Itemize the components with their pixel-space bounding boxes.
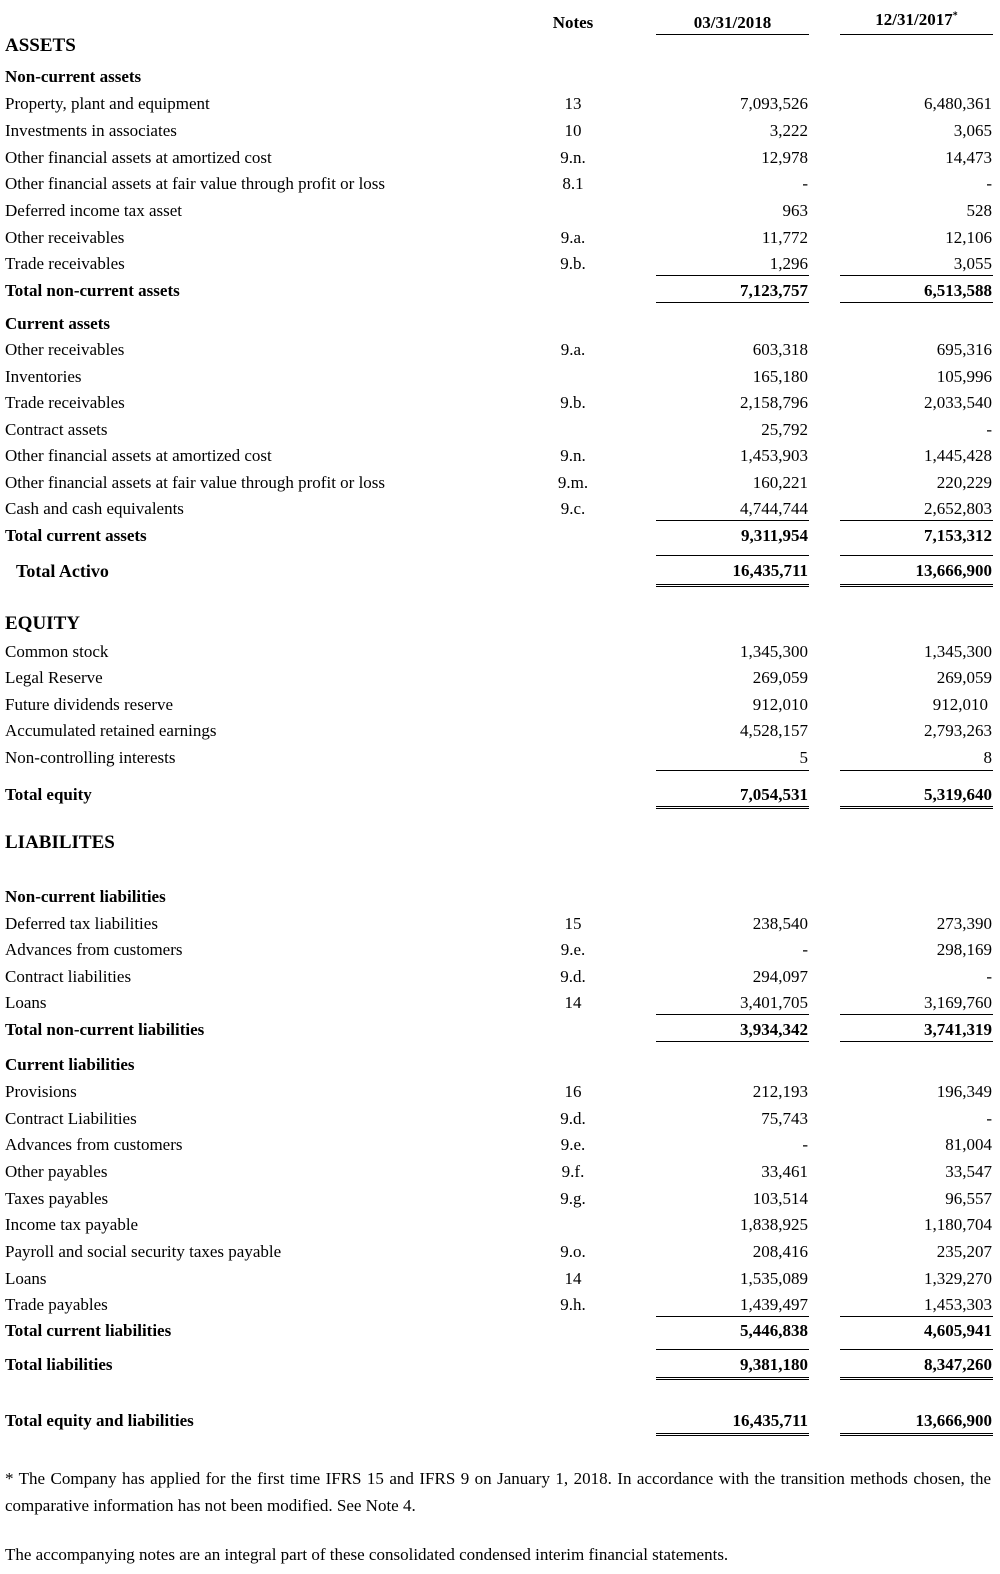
total-current-assets-2018: 9,311,954 [740,526,808,545]
table-row-label: Common stock [5,642,109,661]
table-row-value-2018: 1,453,903 [740,446,808,465]
table-row-label: Advances from customers [5,940,183,959]
total-equity-2018: 7,054,531 [740,785,808,804]
total-rule [656,1349,809,1350]
table-row-value-2018: 1,535,089 [740,1269,808,1288]
table-row-label: Other receivables [5,340,125,359]
current-assets-title: Current assets [5,314,110,333]
table-row-value-2018: 238,540 [752,914,808,933]
grand-total-double-rule [840,584,993,587]
table-row-value-2017: 81,004 [945,1135,992,1154]
table-row-value-2017: - [986,174,992,193]
table-row-note: 9.o. [560,1242,586,1261]
subtotal-rule [840,770,993,771]
liabilities-title: LIABILITES [5,832,115,853]
total-equity-and-liabilities-2017: 13,666,900 [915,1411,992,1430]
table-row-value-2017: 220,229 [936,473,992,492]
table-row-value-2017: 912,010 [932,695,988,714]
table-row-note: 9.g. [560,1189,586,1208]
col2-header-underline [840,34,993,35]
table-row-note: 9.n. [560,148,586,167]
table-row-value-2017: 14,473 [945,148,992,167]
grand-total-double-rule [656,584,809,587]
total-non-current-liabilities-2018: 3,934,342 [740,1020,808,1039]
total-rule [840,555,993,556]
total-equity-and-liabilities-2018: 16,435,711 [732,1411,808,1430]
total-non-current-assets-2017: 6,513,588 [924,281,992,300]
table-row-note: 14 [564,993,582,1012]
table-row-value-2018: 2,158,796 [740,393,808,412]
table-row-value-2018: 212,193 [752,1082,808,1101]
subtotal-rule [840,1316,993,1317]
table-row-label: Contract liabilities [5,967,132,986]
table-row-note: 9.e. [560,940,586,959]
total-current-liabilities-2017: 4,605,941 [924,1321,992,1340]
table-row-note: 9.d. [560,967,586,986]
grand-total-double-rule [656,1433,809,1436]
table-row-label: Contract assets [5,420,108,439]
table-row-value-2017: 298,169 [936,940,992,959]
total-assets-2017: 13,666,900 [915,561,992,580]
table-row-note: 9.a. [560,228,586,247]
table-row-value-2017: 105,996 [936,367,992,386]
total-liabilities-2017: 8,347,260 [924,1355,992,1374]
ifrs-footnote: * The Company has applied for the first time IFRS 15 and IFRS 9 on January 1, 2018. In accordance with the transition methods chosen, the comparative information has not been modified. See Note 4. [5,1469,991,1515]
table-row-label: Income tax payable [5,1215,139,1234]
table-row-value-2017: 3,055 [953,254,992,273]
grand-total-double-rule [840,1433,993,1436]
total-current-liabilities-2018: 5,446,838 [740,1321,808,1340]
table-row-label: Other financial assets at amortized cost [5,446,272,465]
table-row-value-2018: 3,401,705 [740,993,808,1012]
col2-asterisk: * [952,10,958,22]
table-row-note: 9.e. [560,1135,586,1154]
table-row-label: Investments in associates [5,121,177,140]
table-row-value-2017: 96,557 [945,1189,992,1208]
table-row-value-2018: 25,792 [761,420,808,439]
table-row-note: 14 [564,1269,582,1288]
table-row-value-2018: 1,838,925 [740,1215,808,1234]
table-row-label: Other receivables [5,228,125,247]
table-row-note: 9.c. [560,499,586,518]
total-liabilities-2018: 9,381,180 [740,1355,808,1374]
subtotal-rule [840,1014,993,1015]
table-row-note: 9.f. [561,1162,585,1181]
table-row-label: Property, plant and equipment [5,94,210,113]
table-row-label: Contract Liabilities [5,1109,137,1128]
table-row-note: 9.m. [557,473,589,492]
table-row-value-2018: 5 [799,748,808,767]
table-row-value-2017: 2,793,263 [924,721,992,740]
table-row-value-2018: 912,010 [752,695,808,714]
table-row-value-2017: - [986,1109,992,1128]
table-row-label: Trade receivables [5,393,125,412]
table-row-label: Payroll and social security taxes payable [5,1242,282,1261]
table-row-value-2017: 33,547 [945,1162,992,1181]
table-row-value-2018: 294,097 [752,967,808,986]
total-non-current-liabilities-2017: 3,741,319 [924,1020,992,1039]
total-rule [840,1041,993,1042]
table-row-label: Legal Reserve [5,668,103,687]
table-row-label: Cash and cash equivalents [5,499,184,518]
table-row-value-2017: 2,033,540 [924,393,992,412]
subtotal-rule [656,770,809,771]
table-row-value-2017: 273,390 [936,914,992,933]
subtotal-rule [840,520,993,521]
subtotal-rule [656,520,809,521]
table-row-value-2018: 165,180 [752,367,808,386]
table-row-label: Deferred income tax asset [5,201,182,220]
table-row-note: 16 [564,1082,582,1101]
table-row-label: Other payables [5,1162,108,1181]
non-current-liabilities-title: Non-current liabilities [5,887,166,906]
table-row-note: 10 [564,121,582,140]
table-row-value-2018: - [802,174,808,193]
table-row-value-2018: 33,461 [761,1162,808,1181]
table-row-value-2018: 1,296 [769,254,808,273]
table-row-note: 8.1 [562,174,584,193]
table-row-value-2017: 235,207 [936,1242,992,1261]
table-row-note: 9.b. [560,254,586,273]
table-row-value-2017: 8 [983,748,992,767]
total-double-rule [656,806,809,809]
table-row-label: Deferred tax liabilities [5,914,158,933]
table-row-note: 9.n. [560,446,586,465]
non-current-assets-title: Non-current assets [5,67,142,86]
table-row-label: Trade receivables [5,254,125,273]
table-row-label: Advances from customers [5,1135,183,1154]
total-assets-label: Total Activo [16,561,109,581]
col2-header [840,11,993,28]
current-liabilities-title: Current liabilities [5,1055,135,1074]
table-row-value-2017: - [986,967,992,986]
table-row-value-2018: - [802,940,808,959]
table-row-label: Other financial assets at fair value through profit or loss [5,473,386,492]
table-row-label: Accumulated retained earnings [5,721,217,740]
table-row-note: 9.a. [560,340,586,359]
table-row-value-2017: 695,316 [936,340,992,359]
total-equity-2017: 5,319,640 [924,785,992,804]
total-current-assets-2017: 7,153,312 [924,526,992,545]
total-liabilities-label: Total liabilities [5,1355,113,1374]
table-row-label: Other financial assets at amortized cost [5,148,272,167]
table-row-label: Inventories [5,367,82,386]
total-non-current-assets-2018: 7,123,757 [740,281,808,300]
total-assets-2018: 16,435,711 [732,561,808,580]
table-row-value-2017: 1,453,303 [924,1295,992,1314]
table-row-value-2018: - [802,1135,808,1154]
table-row-value-2017: - [986,420,992,439]
col2-date: 12/31/2017 [875,10,953,29]
table-row-value-2017: 1,445,428 [924,446,992,465]
assets-title: ASSETS [5,35,76,56]
table-row-note: 15 [564,914,582,933]
table-row-value-2017: 6,480,361 [924,94,992,113]
table-row-label: Loans [5,1269,47,1288]
table-row-note: 9.d. [560,1109,586,1128]
table-row-value-2017: 12,106 [945,228,992,247]
table-row-label: Taxes payables [5,1189,109,1208]
table-row-label: Loans [5,993,47,1012]
table-row-value-2018: 4,528,157 [740,721,808,740]
table-row-value-2018: 4,744,744 [740,499,808,518]
table-row-value-2017: 269,059 [936,668,992,687]
subtotal-rule [656,1316,809,1317]
col1-header: 03/31/2018 [693,13,772,32]
table-row-value-2018: 603,318 [752,340,808,359]
table-row-value-2018: 269,059 [752,668,808,687]
accompanying-notes-footnote: The accompanying notes are an integral part of these consolidated condensed interim financial statements. [5,1545,729,1564]
table-row-note: 9.b. [560,393,586,412]
table-row-label: Provisions [5,1082,77,1101]
table-row-value-2018: 160,221 [752,473,808,492]
table-row-label: Other financial assets at fair value through profit or loss [5,174,386,193]
table-row-value-2017: 2,652,803 [924,499,992,518]
total-rule [840,302,993,303]
table-row-label: Non-controlling interests [5,748,176,767]
table-row-value-2018: 75,743 [761,1109,808,1128]
table-row-value-2017: 528 [966,201,992,220]
table-row-value-2017: 3,065 [953,121,992,140]
notes-header: Notes [552,13,594,32]
total-current-liabilities-label: Total current liabilities [5,1321,172,1340]
table-row-value-2017: 1,180,704 [924,1215,992,1234]
subtotal-rule [656,1014,809,1015]
table-row-value-2018: 1,345,300 [740,642,808,661]
total-rule [656,302,809,303]
total-rule [656,555,809,556]
total-rule [656,1041,809,1042]
table-row-note: 9.h. [560,1295,586,1314]
total-current-assets-label: Total current assets [5,526,147,545]
subtotal-rule [840,275,993,276]
table-row-label: Trade payables [5,1295,108,1314]
subtotal-rule [656,275,809,276]
table-row-value-2018: 7,093,526 [740,94,808,113]
col1-header-underline [656,34,809,35]
total-non-current-assets-label: Total non-current assets [5,281,180,300]
table-row-note: 13 [564,94,582,113]
total-non-current-liabilities-label: Total non-current liabilities [5,1020,205,1039]
table-row-value-2018: 11,772 [761,228,808,247]
table-row-value-2017: 1,345,300 [924,642,992,661]
table-row-label: Future dividends reserve [5,695,174,714]
table-row-value-2018: 12,978 [761,148,808,167]
table-row-value-2018: 963 [782,201,808,220]
equity-title: EQUITY [5,613,80,634]
total-double-rule [840,806,993,809]
table-row-value-2017: 3,169,760 [924,993,992,1012]
total-rule [840,1349,993,1350]
table-row-value-2018: 3,222 [769,121,808,140]
total-equity-and-liabilities-label: Total equity and liabilities [5,1411,194,1430]
table-row-value-2017: 1,329,270 [924,1269,992,1288]
total-double-rule [840,1377,993,1380]
table-row-value-2017: 196,349 [936,1082,992,1101]
table-row-value-2018: 103,514 [752,1189,808,1208]
total-equity-label: Total equity [5,785,92,804]
table-row-value-2018: 208,416 [752,1242,808,1261]
total-double-rule [656,1377,809,1380]
table-row-value-2018: 1,439,497 [740,1295,808,1314]
